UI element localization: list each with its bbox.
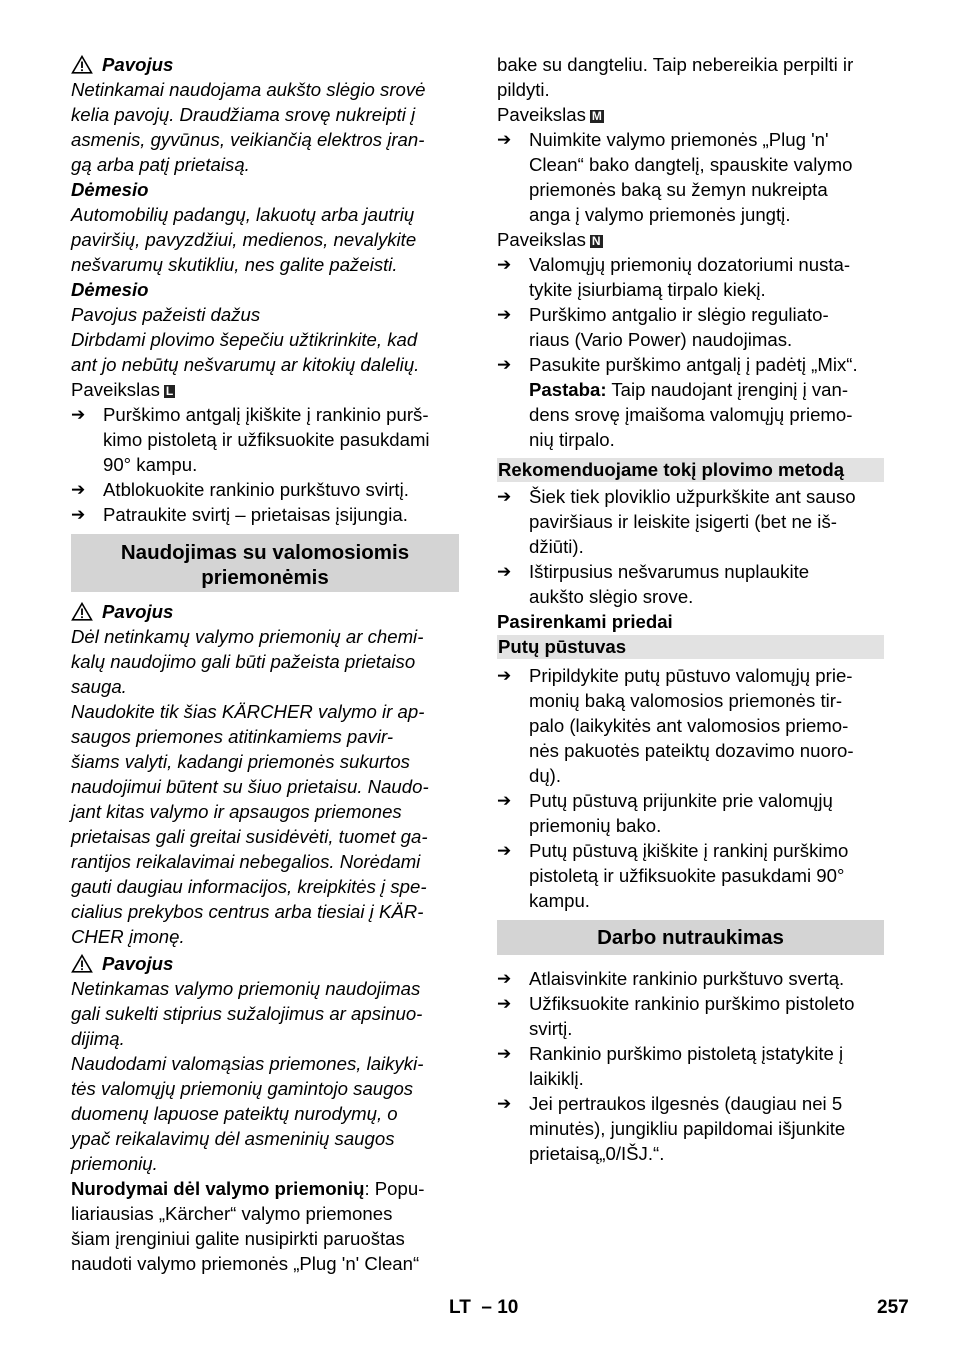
list-item xyxy=(71,477,459,502)
warning-triangle-icon xyxy=(71,602,93,621)
list-item xyxy=(497,966,884,991)
text-line: Netinkamai naudojama aukšto slėgio srovė xyxy=(71,79,426,100)
text-line: Putų pūstuvą prijunkite prie valomųjų xyxy=(529,790,833,811)
notes-text: : Popu- xyxy=(364,1178,425,1199)
warning-text xyxy=(71,624,459,949)
arrow-right-icon: ➔ xyxy=(497,355,512,374)
cleaning-agent-notes xyxy=(71,1176,459,1276)
text-line: monių baką valomosios priemonės tir- xyxy=(529,690,843,711)
text-line: saugos priemones atitinkamiems pavir- xyxy=(71,726,394,747)
text-line: šiams valyti, kadangi priemonės sukurtos xyxy=(71,751,410,772)
text-line: laikiklį. xyxy=(529,1068,584,1089)
figure-reference xyxy=(497,227,884,252)
text-line: Pripildykite putų pūstuvo valomųjų prie- xyxy=(529,665,853,686)
text-line: nešvarumų skutikliu, nes galite pažeisti. xyxy=(71,254,398,275)
list-item xyxy=(497,127,884,227)
text-line: duomenų lapuose pateiktų nurodymų, o xyxy=(71,1103,398,1124)
text-line: pildyti. xyxy=(497,79,550,100)
figure-label: Paveikslas xyxy=(71,379,160,400)
text-line: Jei pertraukos ilgesnės (daugiau nei 5 xyxy=(529,1093,843,1114)
text-line: Rankinio purškimo pistoletą įstatykite į xyxy=(529,1043,844,1064)
warning-text xyxy=(71,976,459,1176)
text-line: Clean“ bako dangtelį, spauskite valymo xyxy=(529,154,853,175)
text-line: jant kitas valymo ir apsaugos priemones xyxy=(71,801,402,822)
warning-danger-1 xyxy=(71,52,459,77)
warning-danger-3 xyxy=(71,951,459,976)
footer-language-page xyxy=(449,1297,518,1319)
text-line: svirtį. xyxy=(529,1018,573,1039)
subheading-foam-nozzle: Putų pūstuvas xyxy=(497,635,884,659)
text-line: džiūti). xyxy=(529,536,584,557)
heading-line: priemonėmis xyxy=(201,566,329,589)
list-item xyxy=(497,484,884,559)
list-item xyxy=(497,302,884,352)
left-column xyxy=(71,52,459,1276)
text-line: Dėl netinkamų valymo priemonių ar chemi- xyxy=(71,626,424,647)
warning-danger-2 xyxy=(71,599,459,624)
text-line: tės valomųjų priemonių gamintojo saugos xyxy=(71,1078,414,1099)
text-line xyxy=(71,1176,459,1201)
text-line: liariausias „Kärcher“ valymo priemones xyxy=(71,1203,393,1224)
arrow-right-icon: ➔ xyxy=(497,994,512,1013)
text-line xyxy=(529,377,858,402)
heading-line: Darbo nutraukimas xyxy=(597,926,784,949)
subheading-recommended-method: Rekomenduojame tokį plovimo metodą xyxy=(497,458,884,482)
figure-letter-badge: N xyxy=(591,234,601,248)
warning-title: Pavojus xyxy=(102,953,174,974)
text-line: Pasukite purškimo antgalį į padėtį „Mix“. xyxy=(529,354,858,375)
footer-section-page: – 10 xyxy=(481,1297,519,1318)
figure-letter-badge: L xyxy=(165,384,174,398)
text-line: Ištirpusius nešvarumus nuplaukite xyxy=(529,561,810,582)
text-line: minutės), jungikliu papildomai išjunkite xyxy=(529,1118,846,1139)
list-item xyxy=(497,252,884,302)
text-line: Pavojus pažeisti dažus xyxy=(71,304,261,325)
text-line: gą arba patį prietaisą. xyxy=(71,154,250,175)
list-item xyxy=(497,663,884,788)
arrow-right-icon: ➔ xyxy=(71,505,86,524)
text-line: dens srovę įmaišoma valomųjų priemo- xyxy=(529,404,853,425)
text-line: Automobilių padangų, lakuotų arba jautrių xyxy=(71,204,415,225)
text-line: prietaisas gali greitai susidėvėti, tuomet ga- xyxy=(71,826,428,847)
text-line: Dirbdami plovimo šepečiu užtikrinkite, kad xyxy=(71,329,418,350)
list-item xyxy=(497,838,884,913)
text-line: ypač reikalavimų dėl asmeninių saugos xyxy=(71,1128,395,1149)
figure-reference xyxy=(497,102,884,127)
attention-title: Dėmesio xyxy=(71,279,149,300)
page-number: 257 xyxy=(877,1297,909,1318)
note-text: Taip naudojant įrenginį į van- xyxy=(606,379,849,400)
text-line: rantijos reikalavimai nebegalios. Norėdami xyxy=(71,851,421,872)
text-line: pistoletą ir užfiksuokite pasukdami 90° xyxy=(529,865,845,886)
text-line: kimo pistoletą ir užfiksuokite pasukdami xyxy=(103,429,430,450)
attention-text xyxy=(71,302,459,377)
text-line: Nuimkite valymo priemonės „Plug 'n' xyxy=(529,129,829,150)
text-line: sauga. xyxy=(71,676,127,697)
text-line: naudojimui būtent su šiuo prietaisu. Naudo- xyxy=(71,776,429,797)
list-item xyxy=(497,1041,884,1091)
text-line: Valomųjų priemonių dozatoriumi nusta- xyxy=(529,254,851,275)
text-line: Naudodami valomąsias priemones, laikyki- xyxy=(71,1053,424,1074)
arrow-right-icon: ➔ xyxy=(497,305,512,324)
arrow-right-icon: ➔ xyxy=(497,1044,512,1063)
arrow-right-icon: ➔ xyxy=(497,791,512,810)
heading-line: Naudojimas su valomosiomis xyxy=(120,541,410,564)
arrow-right-icon: ➔ xyxy=(497,1094,512,1113)
text-line: Atlaisvinkite rankinio purkštuvo svertą. xyxy=(529,968,845,989)
text-line: anga į valymo priemonės jungtį. xyxy=(529,204,791,225)
text-line: aukšto slėgio srove. xyxy=(529,586,694,607)
arrow-right-icon: ➔ xyxy=(71,480,86,499)
text-line: dų). xyxy=(529,765,562,786)
arrow-right-icon: ➔ xyxy=(497,969,512,988)
text-line: ant jo nebūtų nešvarumų ar kitokių dalelių. xyxy=(71,354,420,375)
right-column xyxy=(497,52,884,1166)
text-line: dijimą. xyxy=(71,1028,125,1049)
text-line: priemonės baką su žemyn nukreipta xyxy=(529,179,828,200)
section-heading-stop-operation xyxy=(497,920,884,955)
text-line: Atblokuokite rankinio purkštuvo svirtį. xyxy=(103,479,409,500)
arrow-right-icon: ➔ xyxy=(497,255,512,274)
section-heading-cleaning-agents xyxy=(71,534,459,592)
text-line: priemonių bako. xyxy=(529,815,662,836)
text-line: paviršiaus ir leiskite įsigerti (bet ne iš- xyxy=(529,511,837,532)
subheading-optional-accessories: Pasirenkami priedai xyxy=(497,611,673,632)
text-line: cialius prekybos centrus arba tiesiai į KÄR- xyxy=(71,901,424,922)
note-label: Pastaba: xyxy=(529,379,607,400)
warning-title: Pavojus xyxy=(102,54,174,75)
text-line: kalų naudojimo gali būti pažeista prietaiso xyxy=(71,651,416,672)
warning-triangle-icon xyxy=(71,55,93,74)
text-line: Purškimo antgalį įkiškite į rankinio purš- xyxy=(103,404,429,425)
text-line: CHER įmonę. xyxy=(71,926,185,947)
text-line: prietaisą„0/IŠJ.“. xyxy=(529,1143,665,1164)
figure-label: Paveikslas xyxy=(497,229,586,250)
text-line: palo (laikykitės ant valomosios priemo- xyxy=(529,715,849,736)
text-line: Užfiksuokite rankinio purškimo pistoleto xyxy=(529,993,855,1014)
text-line: asmenis, gyvūnus, veikiančią elektros įran- xyxy=(71,129,425,150)
warning-text xyxy=(71,77,459,177)
text-line: nės pakuotės pateiktų dozavimo nuoro- xyxy=(529,740,854,761)
arrow-right-icon: ➔ xyxy=(497,130,512,149)
figure-letter-badge: M xyxy=(591,109,602,123)
text-line: Netinkamas valymo priemonių naudojimas xyxy=(71,978,421,999)
text-line: šiam įrenginiui galite nusipirkti paruoštas xyxy=(71,1228,405,1249)
text-line: kelia pavojų. Draudžiama srovę nukreipti į xyxy=(71,104,416,125)
text-line: riaus (Vario Power) naudojimas. xyxy=(529,329,793,350)
figure-reference xyxy=(71,377,459,402)
text-line: nių tirpalo. xyxy=(529,429,615,450)
text-line: Purškimo antgalio ir slėgio reguliato- xyxy=(529,304,829,325)
footer-language: LT xyxy=(449,1297,471,1318)
text-line: Putų pūstuvą įkiškite į rankinį purškimo xyxy=(529,840,849,861)
arrow-right-icon: ➔ xyxy=(71,405,86,424)
text-line: kampu. xyxy=(529,890,590,911)
list-item xyxy=(497,559,884,609)
list-item xyxy=(497,788,884,838)
text-line: gauti daugiau informacijos, kreipkitės į spe- xyxy=(71,876,427,897)
list-item xyxy=(497,991,884,1041)
arrow-right-icon: ➔ xyxy=(497,666,512,685)
arrow-right-icon: ➔ xyxy=(497,841,512,860)
arrow-right-icon: ➔ xyxy=(497,487,512,506)
figure-label: Paveikslas xyxy=(497,104,586,125)
text-line: priemonių. xyxy=(71,1153,158,1174)
text-line: Patraukite svirtį – prietaisas įsijungia. xyxy=(103,504,408,525)
text-line: gali sukelti stiprius sužalojimus ar apsinuo- xyxy=(71,1003,423,1024)
notes-title: Nurodymai dėl valymo priemonių xyxy=(71,1178,365,1199)
list-item xyxy=(497,352,884,452)
text-line: bake su dangteliu. Taip nebereikia perpilti ir xyxy=(497,54,854,75)
warning-title: Pavojus xyxy=(102,601,174,622)
text-line: Šiek tiek ploviklio užpurkškite ant sauso xyxy=(529,486,856,507)
list-item xyxy=(71,502,459,527)
list-item xyxy=(497,1091,884,1166)
attention-text xyxy=(71,202,459,277)
text-line: paviršių, pavyzdžiui, medienos, nevalykite xyxy=(71,229,417,250)
warning-triangle-icon xyxy=(71,954,93,973)
list-item xyxy=(71,402,459,477)
text-line: naudoti valymo priemonės „Plug 'n' Clean“ xyxy=(71,1253,420,1274)
text-line: 90° kampu. xyxy=(103,454,198,475)
text-line: Naudokite tik šias KÄRCHER valymo ir ap- xyxy=(71,701,425,722)
text-line: tykite įsiurbiamą tirpalo kiekį. xyxy=(529,279,766,300)
attention-title: Dėmesio xyxy=(71,179,149,200)
arrow-right-icon: ➔ xyxy=(497,562,512,581)
